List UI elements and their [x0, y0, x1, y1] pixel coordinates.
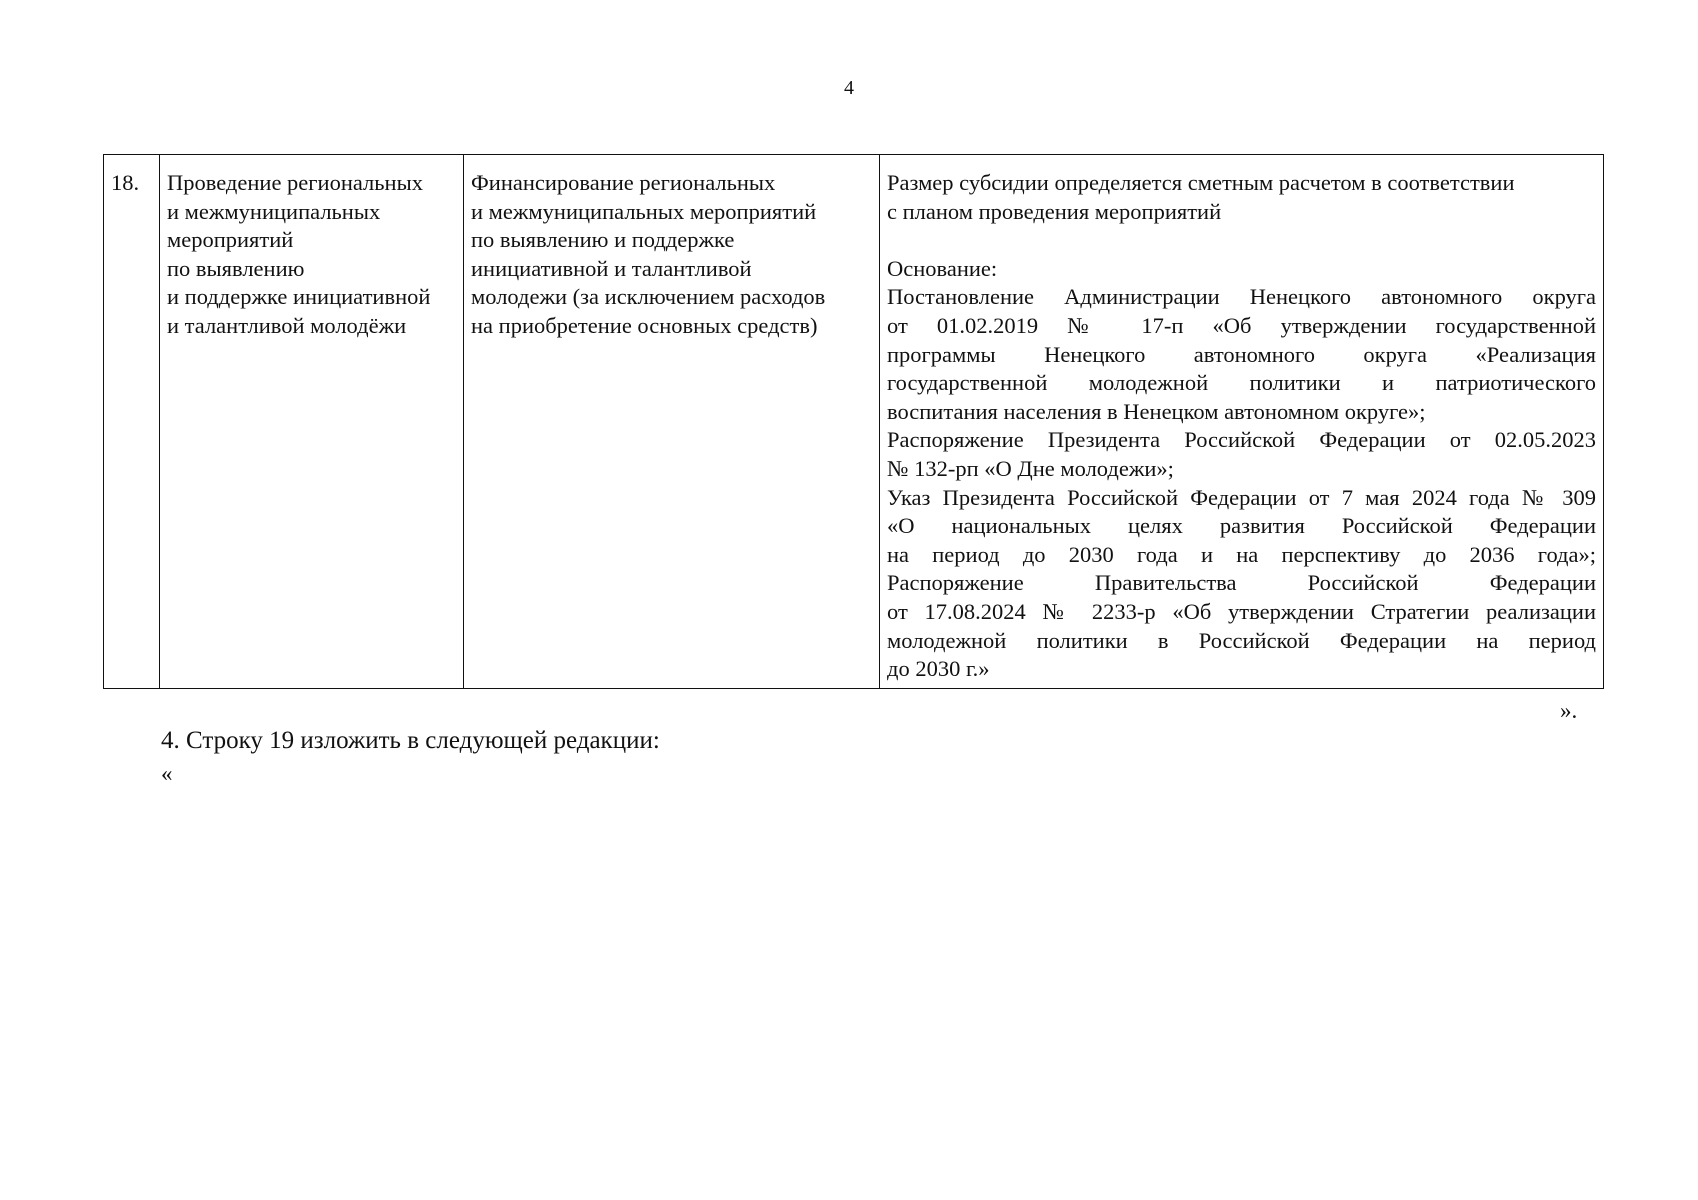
basis-line: от 01.02.2019 № 17-п «Об утверждении государственной: [887, 312, 1596, 338]
spacer: [887, 226, 1596, 255]
event-name-line: и поддержке инициативной: [167, 284, 431, 310]
basis-line: Распоряжение Правительства Российской Федерации: [887, 570, 1596, 596]
basis-line: «О национальных целях развития Российской Федерации: [887, 513, 1596, 539]
event-name-line: по выявлению: [167, 255, 305, 281]
purpose-line: и межмуниципальных мероприятий: [471, 198, 817, 224]
subsidy-line: Размер субсидии определяется сметным расчетом в соответствии: [887, 170, 1515, 195]
opening-quote: «: [161, 761, 173, 786]
basis-line: до 2030 г.»: [887, 656, 990, 682]
purpose-line: инициативной и талантливой: [471, 255, 752, 281]
table-row: [104, 155, 1604, 689]
purpose-line: молодежи (за исключением расходов: [471, 284, 826, 310]
subsidy-line: с планом проведения мероприятий: [887, 198, 1222, 224]
paragraph-item-4: 4. Строку 19 изложить в следующей редакции:: [161, 727, 660, 754]
event-name-line: и талантливой молодёжи: [167, 312, 407, 338]
subsidy-table: [103, 154, 1604, 689]
event-name-cell: [160, 155, 464, 689]
subsidy-basis-cell: [880, 155, 1604, 689]
purpose-cell: [464, 155, 880, 689]
basis-line: молодежной политики в Российской Федерации на период: [887, 627, 1596, 653]
basis-line: программы Ненецкого автономного округа «Реализация: [887, 341, 1596, 367]
basis-line: Постановление Администрации Ненецкого автономного округа: [887, 284, 1596, 310]
purpose-line: на приобретение основных средств): [471, 312, 818, 338]
purpose-line: Финансирование региональных: [471, 170, 776, 195]
basis-line: Указ Президента Российской Федерации от 7 мая 2024 года № 309: [887, 484, 1596, 510]
event-name-line: Проведение региональных: [167, 170, 423, 195]
closing-quote: ».: [1560, 698, 1578, 723]
basis-line: от 17.08.2024 № 2233-р «Об утверждении Стратегии реализации: [887, 598, 1596, 624]
basis-line: государственной молодежной политики и патриотического: [887, 370, 1596, 396]
basis-line: Распоряжение Президента Российской Федерации от 02.05.2023: [887, 427, 1596, 453]
event-name-line: и межмуниципальных: [167, 198, 381, 224]
page-number: 4: [844, 77, 854, 99]
basis-line: воспитания населения в Ненецком автономном округе»;: [887, 398, 1426, 424]
basis-label: Основание:: [887, 255, 998, 281]
basis-line: № 132-рп «О Дне молодежи»;: [887, 455, 1174, 481]
row-number-cell: [104, 155, 160, 689]
row-number: 18.: [111, 170, 140, 195]
basis-line: на период до 2030 года и на перспективу до 2036 года»;: [887, 541, 1596, 567]
purpose-line: по выявлению и поддержке: [471, 227, 735, 253]
event-name-line: мероприятий: [167, 227, 294, 253]
